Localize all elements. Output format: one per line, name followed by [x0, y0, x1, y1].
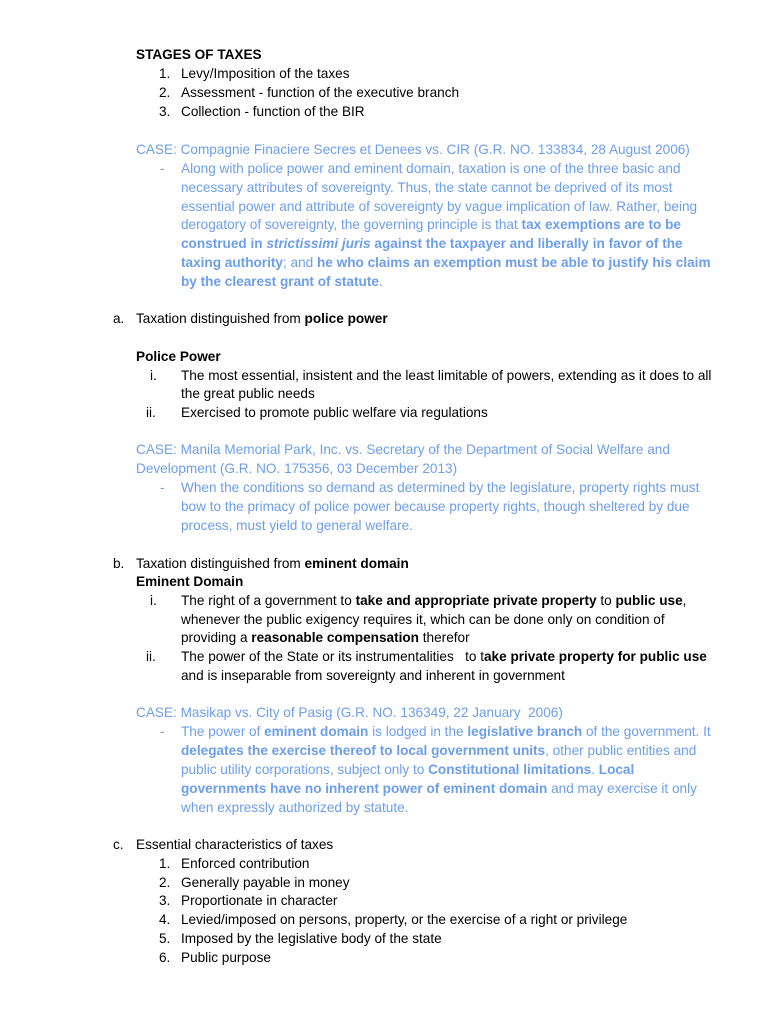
- characteristic-number: 1.: [159, 856, 171, 871]
- characteristic-item: Generally payable in money: [181, 875, 350, 890]
- item-text-line: The power of the State or its instrumentalities to take private property for public use: [181, 649, 707, 664]
- case-text-line: derogatory of sovereignty, the governing principle is that tax exemptions are to be: [181, 217, 681, 232]
- case-text-line: The power of eminent domain is lodged in the legislative branch of the government. It: [181, 724, 711, 739]
- case-heading: CASE: Masikap vs. City of Pasig (G.R. NO. 136349, 22 January 2006): [136, 705, 563, 720]
- case-text-line: when expressly authorized by statute.: [181, 800, 409, 815]
- roman-number: ii.: [146, 649, 156, 664]
- stage-number: 1.: [159, 66, 171, 81]
- case-dash: -: [160, 724, 165, 739]
- case-text-line: taxing authority; and he who claims an exemption must be able to justify his claim: [181, 255, 711, 270]
- stage-number: 2.: [159, 85, 171, 100]
- section-letter: b.: [113, 556, 125, 571]
- roman-number: i.: [150, 593, 157, 608]
- stage-item: Assessment - function of the executive branch: [181, 85, 460, 100]
- item-text-line: Exercised to promote public welfare via regulations: [181, 405, 488, 420]
- roman-number: ii.: [146, 405, 156, 420]
- section-heading: Essential characteristics of taxes: [136, 837, 334, 852]
- characteristic-number: 4.: [159, 912, 171, 927]
- case-text-line: process, must yield to general welfare.: [181, 518, 413, 533]
- case-heading: CASE: Compagnie Finaciere Secres et Denees vs. CIR (G.R. NO. 133834, 28 August 2006): [136, 142, 690, 157]
- case-text-line: public utility corporations, subject only to Constitutional limitations. Local: [181, 762, 635, 777]
- case-text-line: Along with police power and eminent domain, taxation is one of the three basic and: [181, 161, 681, 176]
- case-text-line: bow to the primacy of police power because property rights, though sheltered by due: [181, 499, 690, 514]
- characteristic-item: Proportionate in character: [181, 893, 338, 908]
- subsection-title: Police Power: [136, 349, 221, 364]
- case-text-line: When the conditions so demand as determined by the legislature, property rights must: [181, 480, 700, 495]
- item-text-line: providing a reasonable compensation therefor: [181, 630, 470, 645]
- section-heading: Taxation distinguished from eminent domain: [136, 556, 409, 571]
- characteristic-item: Levied/imposed on persons, property, or the exercise of a right or privilege: [181, 912, 628, 927]
- item-text-line: The right of a government to take and appropriate private property to public use,: [181, 593, 687, 608]
- roman-number: i.: [150, 368, 157, 383]
- case-text-line: construed in strictissimi juris against the taxpayer and liberally in favor of the: [181, 236, 683, 251]
- case-text-line: delegates the exercise thereof to local government units, other public entities and: [181, 743, 697, 758]
- characteristic-item: Enforced contribution: [181, 856, 310, 871]
- stage-number: 3.: [159, 104, 171, 119]
- item-text-line: whenever the public exigency requires it, which can be done only on condition of: [181, 612, 665, 627]
- item-text-line: and is inseparable from sovereignty and inherent in government: [181, 668, 565, 683]
- section-heading: Taxation distinguished from police power: [136, 311, 388, 326]
- item-text-line: the great public needs: [181, 386, 315, 401]
- characteristic-number: 6.: [159, 950, 171, 965]
- case-text-line: necessary attributes of sovereignty. Thus, the state cannot be deprived of its most: [181, 180, 673, 195]
- case-dash: -: [160, 161, 165, 176]
- case-text-line: essential power and attribute of sovereignty by vague implication of law. Rather, being: [181, 199, 698, 214]
- stages-title: STAGES OF TAXES: [136, 47, 262, 62]
- section-letter: a.: [113, 311, 125, 326]
- item-text-line: The most essential, insistent and the least limitable of powers, extending as it does to all: [181, 368, 712, 383]
- characteristic-number: 5.: [159, 931, 171, 946]
- stage-item: Collection - function of the BIR: [181, 104, 365, 119]
- characteristic-item: Public purpose: [181, 950, 271, 965]
- stage-item: Levy/Imposition of the taxes: [181, 66, 350, 81]
- subsection-title: Eminent Domain: [136, 574, 244, 589]
- case-heading: CASE: Manila Memorial Park, Inc. vs. Secretary of the Department of Social Welfare and: [136, 442, 670, 457]
- case-text-line: governments have no inherent power of eminent domain and may exercise it only: [181, 781, 697, 796]
- characteristic-number: 3.: [159, 893, 171, 908]
- characteristic-number: 2.: [159, 875, 171, 890]
- section-letter: c.: [113, 837, 124, 852]
- case-heading: Development (G.R. NO. 175356, 03 December 2013): [136, 461, 458, 476]
- case-dash: -: [160, 480, 165, 495]
- case-text-line: by the clearest grant of statute.: [181, 274, 383, 289]
- characteristic-item: Imposed by the legislative body of the state: [181, 931, 442, 946]
